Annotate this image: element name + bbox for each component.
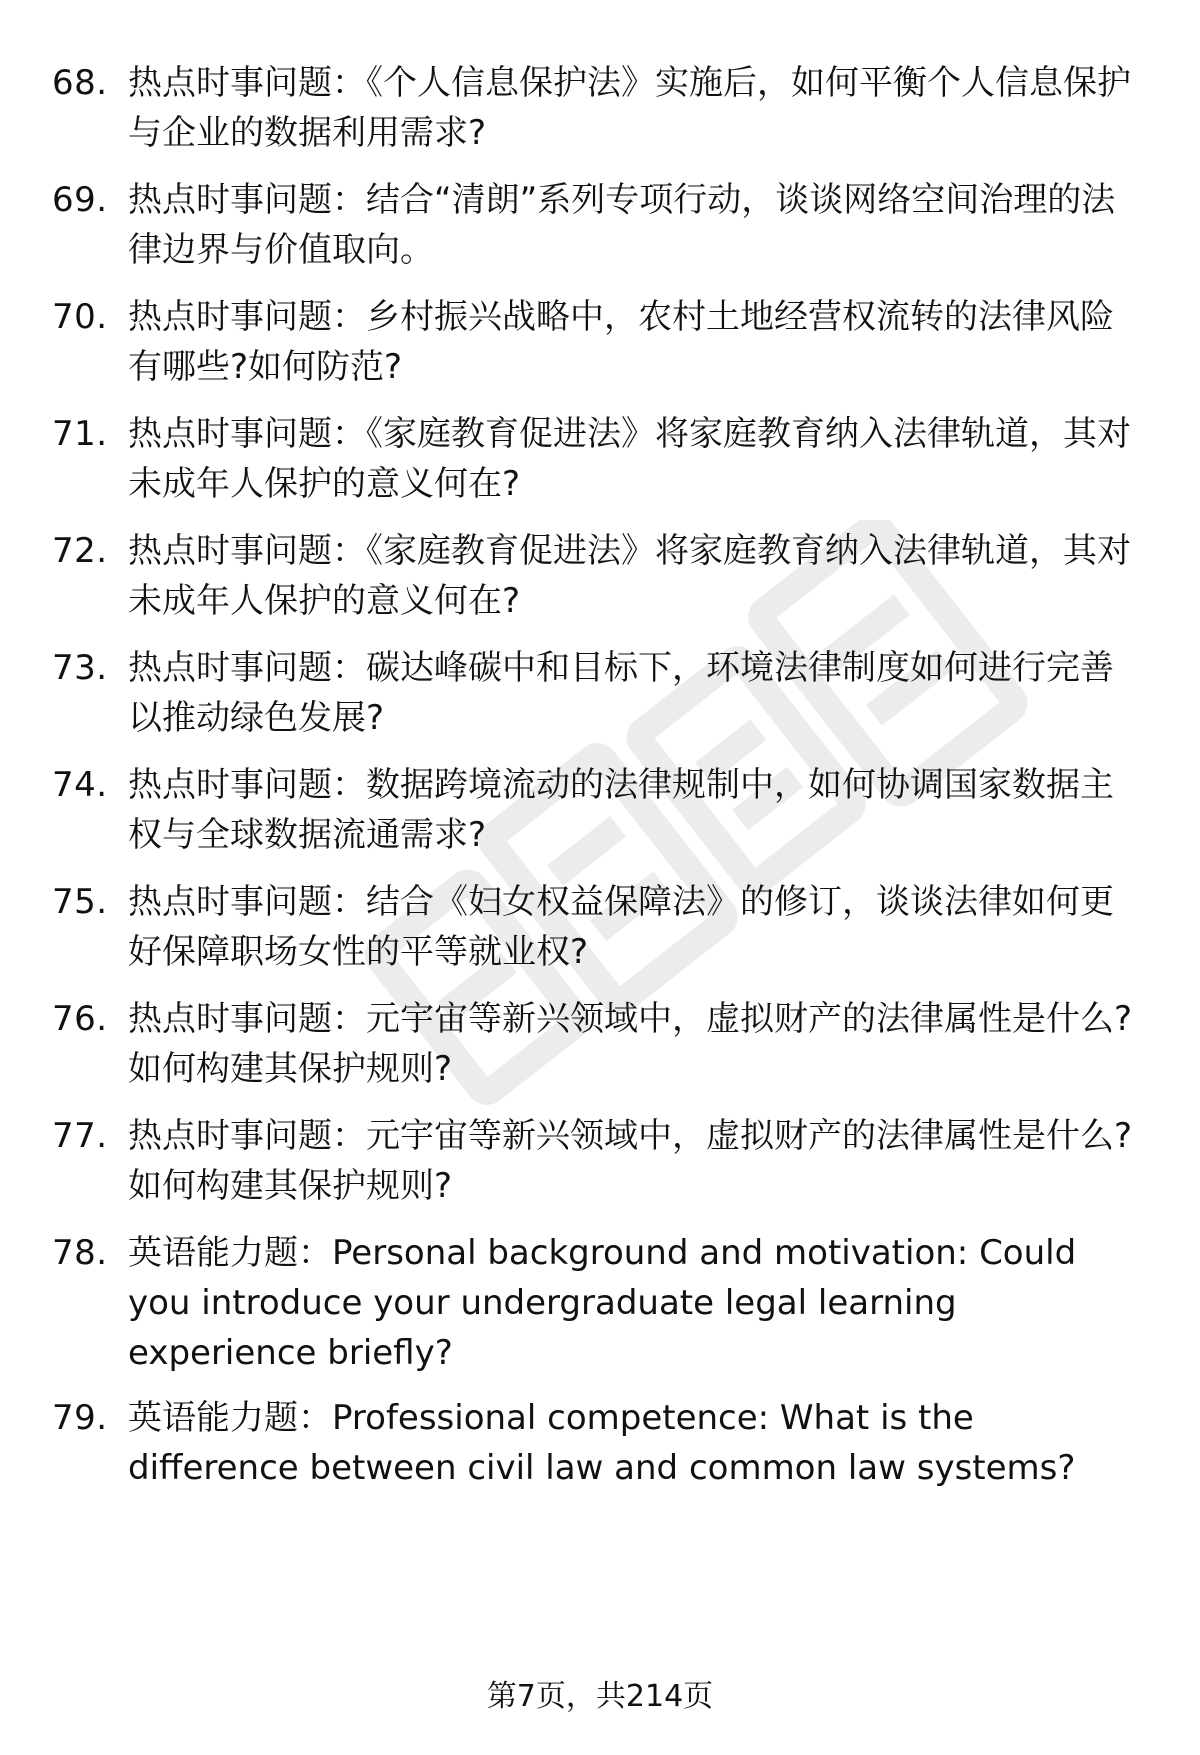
question-body: 数据跨境流动的法律规制中，如何协调国家数据主权与全球数据流通需求? (128, 765, 1114, 855)
question-category: 热点时事问题： (128, 882, 366, 922)
question-body: 元宇宙等新兴领域中，虚拟财产的法律属性是什么?如何构建其保护规则? (128, 1116, 1133, 1206)
question-body: 《家庭教育促进法》将家庭教育纳入法律轨道，其对未成年人保护的意义何在? (128, 531, 1131, 621)
question-text (128, 994, 1138, 1094)
question-body: 结合《妇女权益保障法》的修订，谈谈法律如何更好保障职场女性的平等就业权? (128, 882, 1114, 972)
question-category: 热点时事问题： (128, 1116, 366, 1156)
question-body: 碳达峰碳中和目标下，环境法律制度如何进行完善以推动绿色发展? (128, 648, 1114, 738)
question-body: 结合“清朗”系列专项行动，谈谈网络空间治理的法律边界与价值取向。 (128, 180, 1116, 270)
question-category: 热点时事问题： (128, 648, 366, 688)
question-number: 77. (52, 1116, 108, 1156)
question-category: 热点时事问题： (128, 414, 366, 454)
question-text (128, 1393, 1138, 1493)
question-body: Professional competence: What is the difference between civil law and common law systems? (128, 1398, 1076, 1488)
question-number: 79. (52, 1398, 108, 1438)
question-category: 热点时事问题： (128, 765, 366, 805)
question-number: 68. (52, 63, 108, 103)
question-number: 74. (52, 765, 108, 805)
page-footer: 第7页，共214页 (486, 1679, 714, 1714)
question-text (128, 292, 1138, 392)
question-body: Personal background and motivation: Could you introduce your undergraduate legal learning experience briefly? (128, 1233, 1077, 1373)
question-body: 《家庭教育促进法》将家庭教育纳入法律轨道，其对未成年人保护的意义何在? (128, 414, 1131, 504)
question-text (128, 58, 1138, 158)
question-body: 乡村振兴战略中，农村土地经营权流转的法律风险有哪些?如何防范? (128, 297, 1114, 387)
question-text (128, 643, 1138, 743)
question-category: 热点时事问题： (128, 999, 366, 1039)
question-category: 热点时事问题： (128, 180, 366, 220)
question-category: 热点时事问题： (128, 63, 366, 103)
question-number: 73. (52, 648, 108, 688)
question-category: 英语能力题： (128, 1398, 332, 1438)
question-text (128, 409, 1138, 509)
question-category: 热点时事问题： (128, 531, 366, 571)
question-category: 英语能力题： (128, 1233, 332, 1273)
question-body: 《个人信息保护法》实施后，如何平衡个人信息保护与企业的数据利用需求? (128, 63, 1131, 153)
question-number: 69. (52, 180, 108, 220)
question-number: 76. (52, 999, 108, 1039)
question-number: 71. (52, 414, 108, 454)
question-number: 72. (52, 531, 108, 571)
question-text (128, 877, 1138, 977)
question-text (128, 1111, 1138, 1211)
question-text (128, 1228, 1138, 1378)
question-category: 热点时事问题： (128, 297, 366, 337)
question-text (128, 760, 1138, 860)
question-text (128, 175, 1138, 275)
question-number: 78. (52, 1233, 108, 1273)
question-body: 元宇宙等新兴领域中，虚拟财产的法律属性是什么?如何构建其保护规则? (128, 999, 1133, 1089)
question-number: 70. (52, 297, 108, 337)
question-number: 75. (52, 882, 108, 922)
question-text (128, 526, 1138, 626)
